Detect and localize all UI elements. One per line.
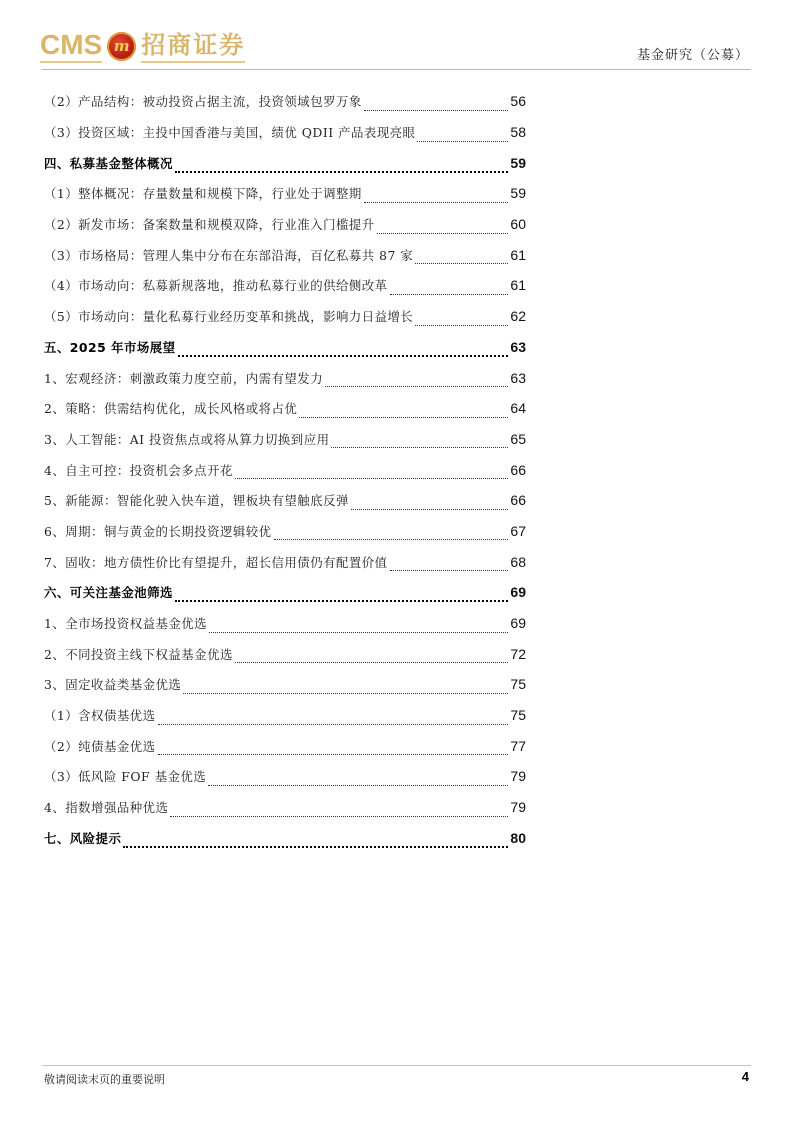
toc-entry[interactable] xyxy=(44,239,526,270)
toc-entry[interactable] xyxy=(44,454,526,485)
toc-entry[interactable] xyxy=(44,485,526,516)
toc-entry-label: （2）新发市场：备案数量和规模双降，行业准入门槛提升 xyxy=(44,217,375,233)
toc-entry[interactable] xyxy=(44,301,526,332)
toc-entry-page: 56 xyxy=(510,93,526,110)
toc-leader-dots xyxy=(415,249,508,264)
toc-entry[interactable] xyxy=(44,792,526,823)
toc-entry[interactable] xyxy=(44,700,526,731)
toc-entry-label: 1、宏观经济：刺激政策力度空前，内需有望发力 xyxy=(44,370,324,386)
toc-entry-label: （1）含权债基优选 xyxy=(44,708,156,724)
toc-entry[interactable] xyxy=(44,424,526,455)
toc-entry-label: 6、周期：铜与黄金的长期投资逻辑较优 xyxy=(44,523,272,539)
toc-entry[interactable] xyxy=(44,608,526,639)
toc-entry[interactable] xyxy=(44,209,526,240)
toc-entry-page: 62 xyxy=(510,308,526,325)
toc-leader-dots xyxy=(325,372,508,387)
toc-entry-label: （3）投资区域：主投中国香港与美国，绩优 QDII 产品表现亮眼 xyxy=(44,125,416,141)
toc-entry-page: 77 xyxy=(510,737,526,754)
toc-entry-label: 3、固定收益类基金优选 xyxy=(44,677,182,693)
toc-leader-dots xyxy=(123,832,508,848)
toc-entry-label: （4）市场动向：私募新规落地，推动私募行业的供给侧改革 xyxy=(44,278,388,294)
toc-entry[interactable] xyxy=(44,761,526,792)
toc-entry-page: 61 xyxy=(510,277,526,294)
toc-entry-page: 72 xyxy=(510,645,526,662)
toc-entry-page: 58 xyxy=(510,124,526,141)
toc-entry-page: 64 xyxy=(510,400,526,417)
toc-entry-label: 3、人工智能：AI 投资焦点或将从算力切换到应用 xyxy=(44,431,330,447)
toc-entry[interactable] xyxy=(44,577,526,608)
toc-entry[interactable] xyxy=(44,147,526,178)
toc-entry-page: 75 xyxy=(510,676,526,693)
toc-entry-page: 59 xyxy=(510,154,526,171)
toc-leader-dots xyxy=(183,679,508,694)
toc-entry-page: 67 xyxy=(510,522,526,539)
toc-entry[interactable] xyxy=(44,516,526,547)
toc-entry[interactable] xyxy=(44,638,526,669)
toc-entry[interactable] xyxy=(44,546,526,577)
logo-chinese-name: 招商证券 xyxy=(141,30,245,63)
cms-logo xyxy=(40,28,245,64)
toc-entry-page: 63 xyxy=(510,338,526,355)
document-category: 基金研究（公募） xyxy=(636,48,749,63)
toc-leader-dots xyxy=(158,740,509,755)
toc-entry-label: 2、不同投资主线下权益基金优选 xyxy=(44,646,233,662)
toc-leader-dots xyxy=(417,127,508,142)
header-divider xyxy=(42,69,751,70)
toc-entry-label: 4、指数增强品种优选 xyxy=(44,800,169,816)
toc-entry[interactable] xyxy=(44,270,526,301)
toc-leader-dots xyxy=(175,157,509,173)
toc-entry-label: 2、策略：供需结构优化，成长风格或将占优 xyxy=(44,401,298,417)
toc-leader-dots xyxy=(170,802,508,817)
logo-cms-text: CMS xyxy=(40,30,102,63)
toc-entry-page: 60 xyxy=(510,216,526,233)
toc-entry-label: 四、私募基金整体概况 xyxy=(44,155,173,171)
toc-entry-page: 80 xyxy=(510,829,526,846)
toc-entry-page: 66 xyxy=(510,461,526,478)
toc-entry-label: 五、2025 年市场展望 xyxy=(44,339,176,355)
toc-leader-dots xyxy=(351,495,509,510)
toc-entry[interactable] xyxy=(44,823,526,854)
footer-disclaimer-note: 敬请阅读末页的重要说明 xyxy=(44,1073,165,1086)
toc-entry-label: 5、新能源：智能化驶入快车道，锂板块有望触底反弹 xyxy=(44,493,349,509)
toc-entry-page: 65 xyxy=(510,430,526,447)
toc-leader-dots xyxy=(209,618,508,633)
page-header xyxy=(0,0,793,80)
toc-entry-label: 1、全市场投资权益基金优选 xyxy=(44,616,208,632)
toc-leader-dots xyxy=(178,341,509,357)
toc-leader-dots xyxy=(415,311,508,326)
toc-entry-page: 79 xyxy=(510,768,526,785)
toc-entry-label: 7、固收：地方债性价比有望提升，超长信用债仍有配置价值 xyxy=(44,554,388,570)
toc-leader-dots xyxy=(175,586,509,602)
toc-entry-page: 75 xyxy=(510,707,526,724)
toc-leader-dots xyxy=(274,525,509,540)
table-of-contents xyxy=(44,86,526,853)
toc-entry-page: 66 xyxy=(510,492,526,509)
toc-entry-page: 61 xyxy=(510,246,526,263)
toc-entry[interactable] xyxy=(44,178,526,209)
toc-entry-label: （2）产品结构：被动投资占据主流，投资领域包罗万象 xyxy=(44,94,362,110)
toc-entry[interactable] xyxy=(44,332,526,363)
toc-entry-page: 69 xyxy=(510,584,526,601)
toc-entry-label: 六、可关注基金池筛选 xyxy=(44,585,173,601)
toc-entry-label: （2）纯债基金优选 xyxy=(44,738,156,754)
toc-entry-page: 68 xyxy=(510,553,526,570)
toc-entry[interactable] xyxy=(44,117,526,148)
toc-entry-page: 79 xyxy=(510,799,526,816)
toc-leader-dots xyxy=(235,464,509,479)
toc-entry-label: （3）低风险 FOF 基金优选 xyxy=(44,769,207,785)
toc-entry-label: （3）市场格局：管理人集中分布在东部沿海，百亿私募共 87 家 xyxy=(44,247,414,263)
page-number: 4 xyxy=(741,1069,749,1084)
footer-divider xyxy=(42,1065,751,1066)
toc-leader-dots xyxy=(235,648,509,663)
toc-entry-page: 69 xyxy=(510,615,526,632)
toc-leader-dots xyxy=(208,771,508,786)
toc-leader-dots xyxy=(158,710,509,725)
toc-entry-label: （5）市场动向：量化私募行业经历变革和挑战，影响力日益增长 xyxy=(44,309,414,325)
toc-entry-label: （1）整体概况：存量数量和规模下降，行业处于调整期 xyxy=(44,186,362,202)
toc-entry-page: 63 xyxy=(510,369,526,386)
toc-entry[interactable] xyxy=(44,730,526,761)
toc-leader-dots xyxy=(364,96,509,111)
toc-entry-page: 59 xyxy=(510,185,526,202)
logo-badge-icon: m xyxy=(107,32,136,61)
toc-entry-label: 七、风险提示 xyxy=(44,830,122,846)
toc-entry[interactable] xyxy=(44,393,526,424)
toc-leader-dots xyxy=(331,433,508,448)
toc-entry[interactable] xyxy=(44,669,526,700)
toc-entry[interactable] xyxy=(44,86,526,117)
toc-leader-dots xyxy=(364,188,509,203)
toc-entry-label: 4、自主可控：投资机会多点开花 xyxy=(44,462,233,478)
toc-leader-dots xyxy=(390,556,509,571)
toc-leader-dots xyxy=(299,403,508,418)
toc-leader-dots xyxy=(377,219,509,234)
toc-entry[interactable] xyxy=(44,362,526,393)
toc-leader-dots xyxy=(390,280,509,295)
